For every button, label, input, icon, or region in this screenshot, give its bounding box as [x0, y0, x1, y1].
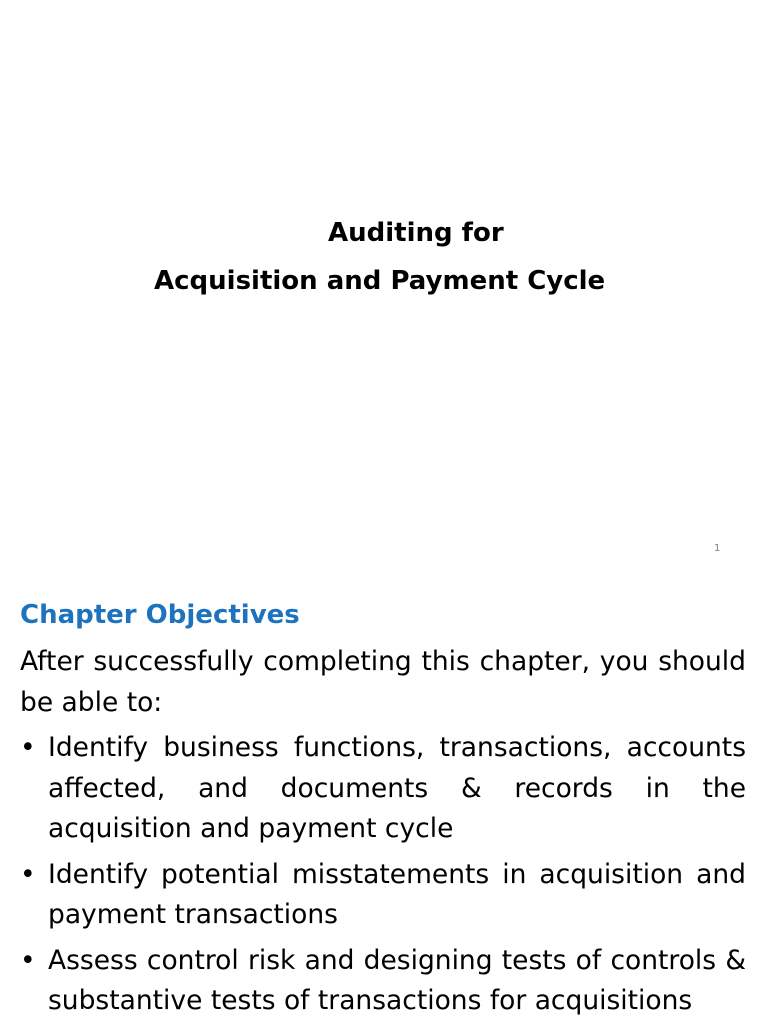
page-number: 1	[714, 543, 721, 554]
bullet-icon: •	[20, 858, 36, 890]
bullet-icon: •	[20, 944, 36, 976]
intro-paragraph: After successfully completing this chapter, you should be able to:	[20, 646, 746, 718]
bullet-icon: •	[20, 732, 36, 763]
list-item-text: Identify business functions, transactions, accounts affected, and documents & records in the acquisition and payment cycle	[48, 732, 746, 844]
slide-title-line-1: Auditing for	[328, 218, 504, 248]
list-item-text: Identify potential misstatements in acquisition and payment transactions	[48, 858, 746, 930]
list-item	[20, 855, 746, 936]
objectives-list	[20, 728, 746, 1022]
list-item-text: Assess control risk and designing tests of controls & substantive tests of transactions for acquisitions	[48, 944, 746, 1016]
slide-body	[20, 642, 746, 1024]
slide-title-line-2: Acquisition and Payment Cycle	[154, 266, 606, 296]
list-item	[20, 941, 746, 1022]
list-item	[20, 728, 746, 850]
objectives-slide	[0, 576, 768, 1024]
slide-heading: Chapter Objectives	[20, 600, 300, 630]
